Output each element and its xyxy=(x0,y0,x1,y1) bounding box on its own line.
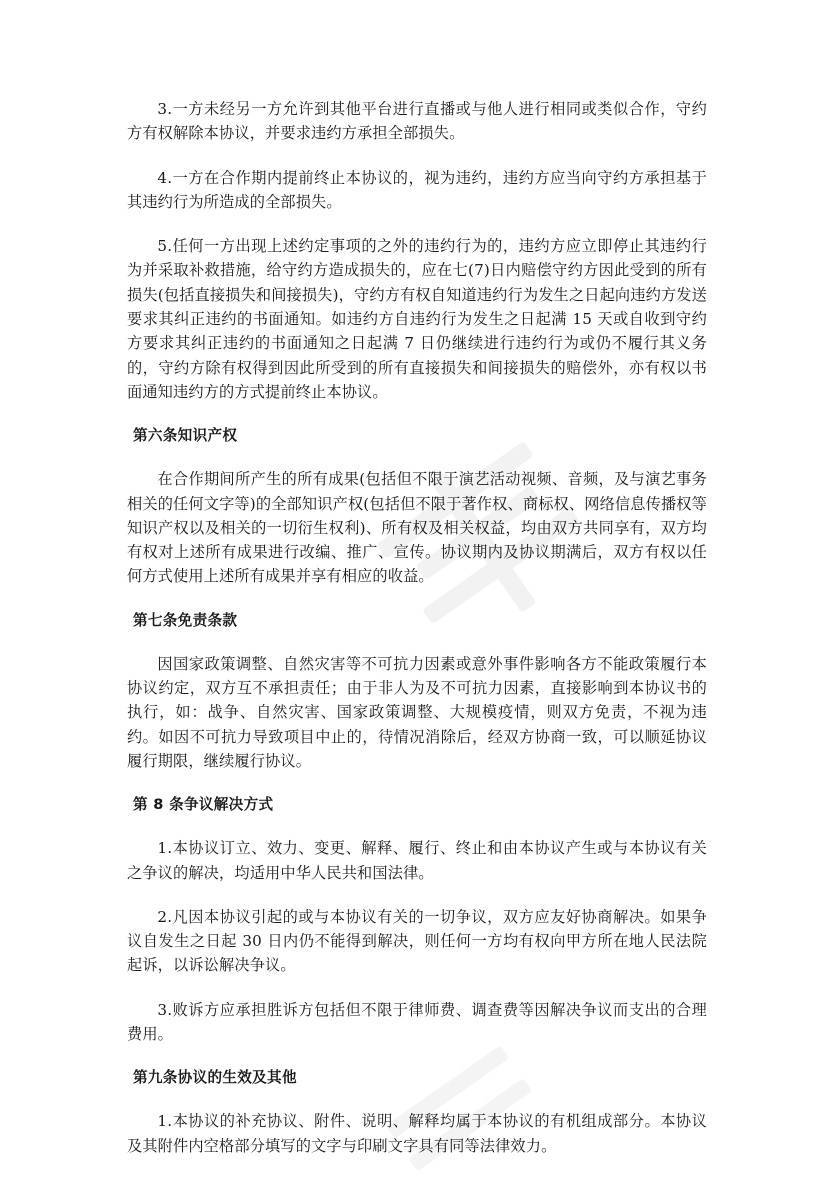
clause-5-4-paragraph: 4.一方在合作期内提前终止本协议的，视为违约，违约方应当向守约方承担基于其违约行为所造成的全部损失。 xyxy=(127,168,707,211)
article-8-1-paragraph: 1.本协议订立、效力、变更、解释、履行、终止和由本协议产生或与本协议有关之争议的解决，均适用中华人民共和国法律。 xyxy=(127,839,707,882)
clause-5-5-paragraph: 5.任何一方出现上述约定事项的之外的违约行为的，违约方应立即停止其违约行为并采取补救措施，给守约方造成损失的，应在七(7)日内赔偿守约方因此受到的所有损失(包括直接损失和间接损失)，守约方有权自知道违约行为发生之日起向违约方发送要求其纠正违约的书面通知。如违约方自违约行为发生之日起满 15 天或自收到守约方要求其纠正违约的书面通知之日起满 7 日仍继续进行违约行为或仍不履行其义务的，守约方除有权得到因此所受到的所有直接损失和间接损失的赔偿外，亦有权以书面通知违约方的方式提前终止本协议。 xyxy=(127,237,707,401)
article-8-3-paragraph: 3.败诉方应承担胜诉方包括但不限于律师费、调查费等因解决争议而支出的合理费用。 xyxy=(127,1000,707,1044)
article-6-paragraph: 在合作期间所产生的所有成果(包括但不限于演艺活动视频、音频，及与演艺事务相关的任何文字等)的全部知识产权(包括但不限于著作权、商标权、网络信息传播权等知识产权以及相关的一切衍生权利)、所有权及相关权益，均由双方共同享有，双方均有权对上述所有成果进行改编、推广、宣传。协议期内及协议期满后，双方有权以任何方式使用上述所有成果并享有相应的收益。 xyxy=(127,470,707,586)
clause-5-3-paragraph: 3.一方未经另一方允许到其他平台进行直播或与他人进行相同或类似合作，守约方有权解除本协议，并要求违约方承担全部损失。 xyxy=(127,100,707,143)
document-body xyxy=(127,97,707,1178)
article-8-2-paragraph: 2.凡因本协议引起的或与本协议有关的一切争议，双方应友好协商解决。如果争议自发生之日起 30 日内仍不能得到解决，则任何一方均有权向甲方所在地人民法院起诉，以诉讼解决争议。 xyxy=(127,907,707,975)
article-9-heading: 第九条协议的生效及其他 xyxy=(133,1069,297,1087)
article-7-paragraph: 因国家政策调整、自然灾害等不可抗力因素或意外事件影响各方不能政策履行本协议约定，双方互不承担责任；由于非人为及不可抗力因素，直接影响到本协议书的执行，如：战争、自然灾害、国家政策调整、大规模疫情，则双方免责，不视为违约。如因不可抗力导致项目中止的，待情况消除后，经双方协商一致，可以顺延协议履行期限，继续履行协议。 xyxy=(127,654,707,770)
article-8-heading: 第 8 条争议解决方式 xyxy=(133,796,274,814)
article-9-1-paragraph: 1.本协议的补充协议、附件、说明、解释均属于本协议的有机组成部分。本协议及其附件内空格部分填写的文字与印刷文字具有同等法律效力。 xyxy=(127,1112,707,1155)
article-7-heading: 第七条免责条款 xyxy=(133,611,238,629)
article-6-heading: 第六条知识产权 xyxy=(133,427,238,445)
